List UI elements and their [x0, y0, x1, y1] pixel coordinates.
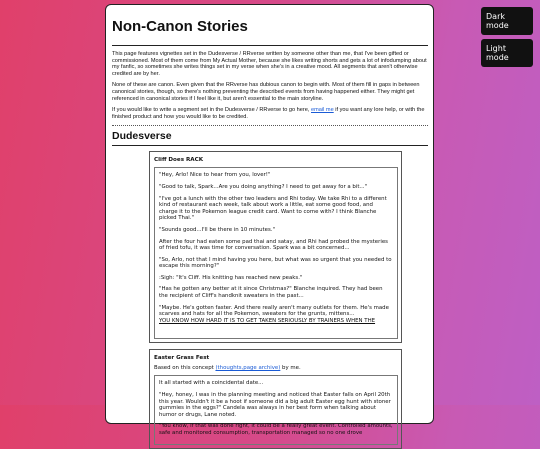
story-paragraph: "I've got a lunch with the other two leaders and Rhi today. We take Rhi to a different kind of restaurant each week, talk about work a little, eat some good food, and charge it to the Pokemon league credit card. Want to come with? I think Blanche picked Thai." — [159, 195, 387, 222]
intro-paragraph-3 — [112, 107, 428, 120]
story-scroll-box[interactable] — [154, 167, 398, 339]
intro-paragraph-2: None of these are canon. Even given that the RRverse has dubious canon to begin with. Most of them fill in gaps in between canonical stories, though, so there's nothing preventing the described events from having happened either. They might get referenced in canonical stories if I feel like it, but aren't essential to the main storyline. — [112, 82, 420, 102]
intro-text-before: If you would like to write a segment set in the Dudesverse / RRverse to go here, — [112, 107, 311, 114]
story-paragraph: "Maybe. He's gotten faster. And there really aren't many outlets for them. He's made scarves and hats for all the Pokemon, sweaters for the grunts, mittens... — [159, 304, 389, 318]
story-card — [149, 349, 402, 449]
story-paragraph: After the four had eaten some pad thai and satay, and Rhi had probed the mysteries of fried tofu, it was time for conversation. Spark was a bit concerned... — [159, 238, 388, 252]
dotted-divider — [112, 125, 428, 126]
content-page — [105, 4, 434, 436]
story-title: Easter Grass Fest — [154, 355, 210, 362]
theme-switcher — [481, 7, 533, 67]
story-paragraph: "Hey, Arlo! Nice to hear from you, lover!" — [159, 172, 271, 179]
story-paragraph: "Good to talk, Spark...Are you doing anything? I need to get away for a bit..." — [159, 183, 368, 190]
story-paragraph: YOU KNOW HOW HARD IT IS TO GET TAKEN SERIOUSLY BY TRAINERS WHEN THE — [159, 317, 376, 324]
concept-link[interactable]: (thoughts,page archive) — [215, 365, 281, 372]
story-paragraph: It all started with a coincidental date... — [159, 380, 264, 387]
story-scroll-box[interactable] — [154, 375, 398, 445]
story-paragraph: "You know, if that was done right, it could be a really great event. Controlled amounts, safe and monitored consumption, transportation managed so no one drove — [159, 423, 393, 436]
story-card — [149, 151, 402, 343]
page-title: Non-Canon Stories — [112, 18, 248, 35]
title-divider — [112, 45, 428, 46]
intro-paragraph-1: This page features vignettes set in the Dudesverse / RRverse written by someone other than me, that I've been gifted or commissioned. Most of them come from My Actual Mother, because she likes writing shorts and gets a lot of infodumping about my fanfic, so sometimes she writes things set in my verse when she's in a creative mood. All segments that aren't otherwise credited are by her. — [112, 51, 427, 77]
story-paragraph: "Sounds good...I'll be there in 10 minutes." — [159, 226, 275, 233]
story-credit — [154, 365, 398, 371]
dark-mode-button[interactable]: Dark mode — [481, 7, 533, 35]
story-paragraph: :Sigh: "It's Cliff. His knitting has reached new peaks." — [159, 274, 303, 281]
story-title: Cliff Does RACK — [154, 157, 204, 164]
section-title: Dudesverse — [112, 130, 172, 143]
email-link[interactable]: email me — [311, 107, 334, 114]
light-mode-button[interactable]: Light mode — [481, 39, 533, 67]
intro-text-after: if you want any lore help, or with the finished product and how you would like to be credited. — [112, 107, 425, 120]
story-paragraph: "Hey, honey, I was in the planning meeting and noticed that Easter falls on April 20th this year. Wouldn't it be a hoot if someone did a big adult Easter egg hunt with stoner gummies in the eggs?" Candela was always in her best form when talking about humor or drugs, Lane noted. — [159, 391, 391, 418]
story-paragraph: "Has he gotten any better at it since Christmas?" Blanche inquired. They had been the recipient of Cliff's handknit sweaters in the past... — [159, 286, 383, 300]
credit-text-after: by me. — [280, 365, 301, 372]
story-paragraph: "So, Arlo, not that I mind having you here, but what was so urgent that you needed to escape this morning?" — [159, 256, 392, 270]
section-divider — [112, 145, 428, 146]
credit-text-before: Based on this concept — [154, 365, 216, 372]
intro-section — [112, 51, 428, 120]
